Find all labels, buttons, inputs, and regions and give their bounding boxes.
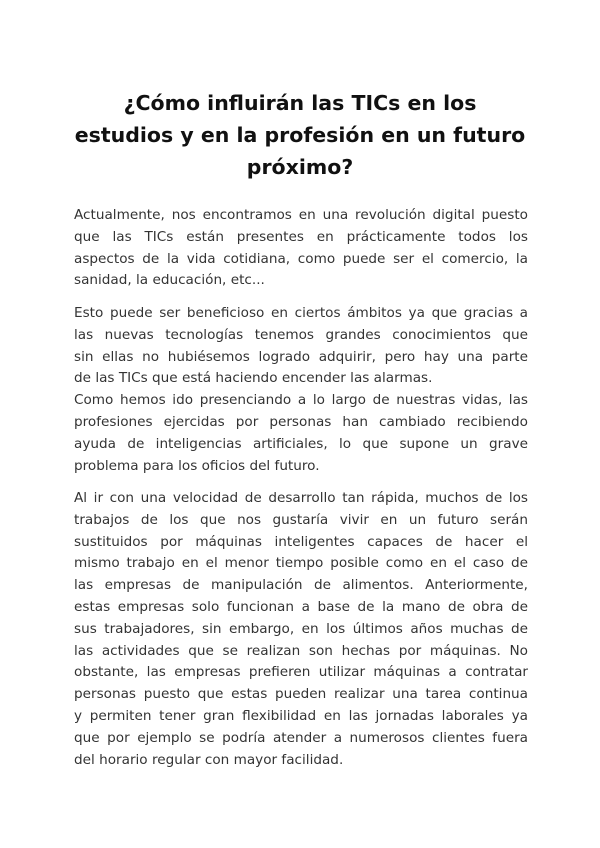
text-line: Al ir con una velocidad de desarrollo tan rápida, muchos de los xyxy=(74,490,528,506)
text-line: las nuevas tecnologías tenemos grandes conocimientos que xyxy=(74,326,528,343)
text-line: Esto puede ser beneficioso en ciertos ámbitos ya que gracias a xyxy=(74,305,528,321)
text-line: que por ejemplo se podría atender a numerosos clientes fuera xyxy=(74,729,528,746)
paragraph-automation xyxy=(74,488,528,771)
text-line: sanidad, la educación, etc... xyxy=(74,272,265,289)
text-line: del horario regular con mayor facilidad. xyxy=(74,751,344,768)
title-line: ¿Cómo influirán las TICs en los xyxy=(123,91,477,115)
text-line: las actividades que se realizan son hechas por máquinas. No xyxy=(74,642,528,659)
text-line: Como hemos ido presenciando a lo largo de nuestras vidas, las xyxy=(74,392,528,409)
text-line: trabajos de los que nos gustaría vivir en un futuro serán xyxy=(74,511,528,528)
text-line: estas empresas solo funcionan a base de la mano de obra de xyxy=(74,598,528,615)
text-line: y permiten tener gran flexibilidad en las jornadas laborales ya xyxy=(74,707,528,724)
text-line: que las TICs están presentes en prácticamente todos los xyxy=(74,228,528,245)
text-line: sin ellas no hubiésemos logrado adquirir, pero hay una parte xyxy=(74,348,528,365)
text-line: ayuda de inteligencias artificiales, lo que supone un grave xyxy=(74,435,528,452)
text-line: Actualmente, nos encontramos en una revolución digital puesto xyxy=(74,207,528,223)
text-line: las empresas de manipulación de alimentos. Anteriormente, xyxy=(74,577,528,594)
text-line: profesiones ejercidas por personas han cambiado recibiendo xyxy=(74,413,528,430)
text-line: personas puesto que estas pueden realizar una tarea continua xyxy=(74,686,528,703)
text-line: obstante, las empresas prefieren utilizar máquinas a contratar xyxy=(74,664,528,681)
document-title xyxy=(60,87,540,183)
text-line: mismo trabajo en el menor tiempo posible como en el caso de xyxy=(74,555,528,572)
text-line: aspectos de la vida cotidiana, como puede ser el comercio, la xyxy=(74,250,528,267)
title-line: estudios y en la profesión en un futuro xyxy=(74,123,526,147)
text-line: de las TICs que está haciendo encender las alarmas. xyxy=(74,370,433,387)
paragraph-benefits-and-risks xyxy=(74,303,528,477)
title-line: próximo? xyxy=(246,155,354,179)
text-line: sus trabajadores, sin embargo, en los últimos años muchas de xyxy=(74,620,528,637)
paragraph-intro xyxy=(74,205,528,292)
text-line: sustituidos por máquinas inteligentes capaces de hacer el xyxy=(74,533,528,550)
text-line: problema para los oficios del futuro. xyxy=(74,457,320,474)
